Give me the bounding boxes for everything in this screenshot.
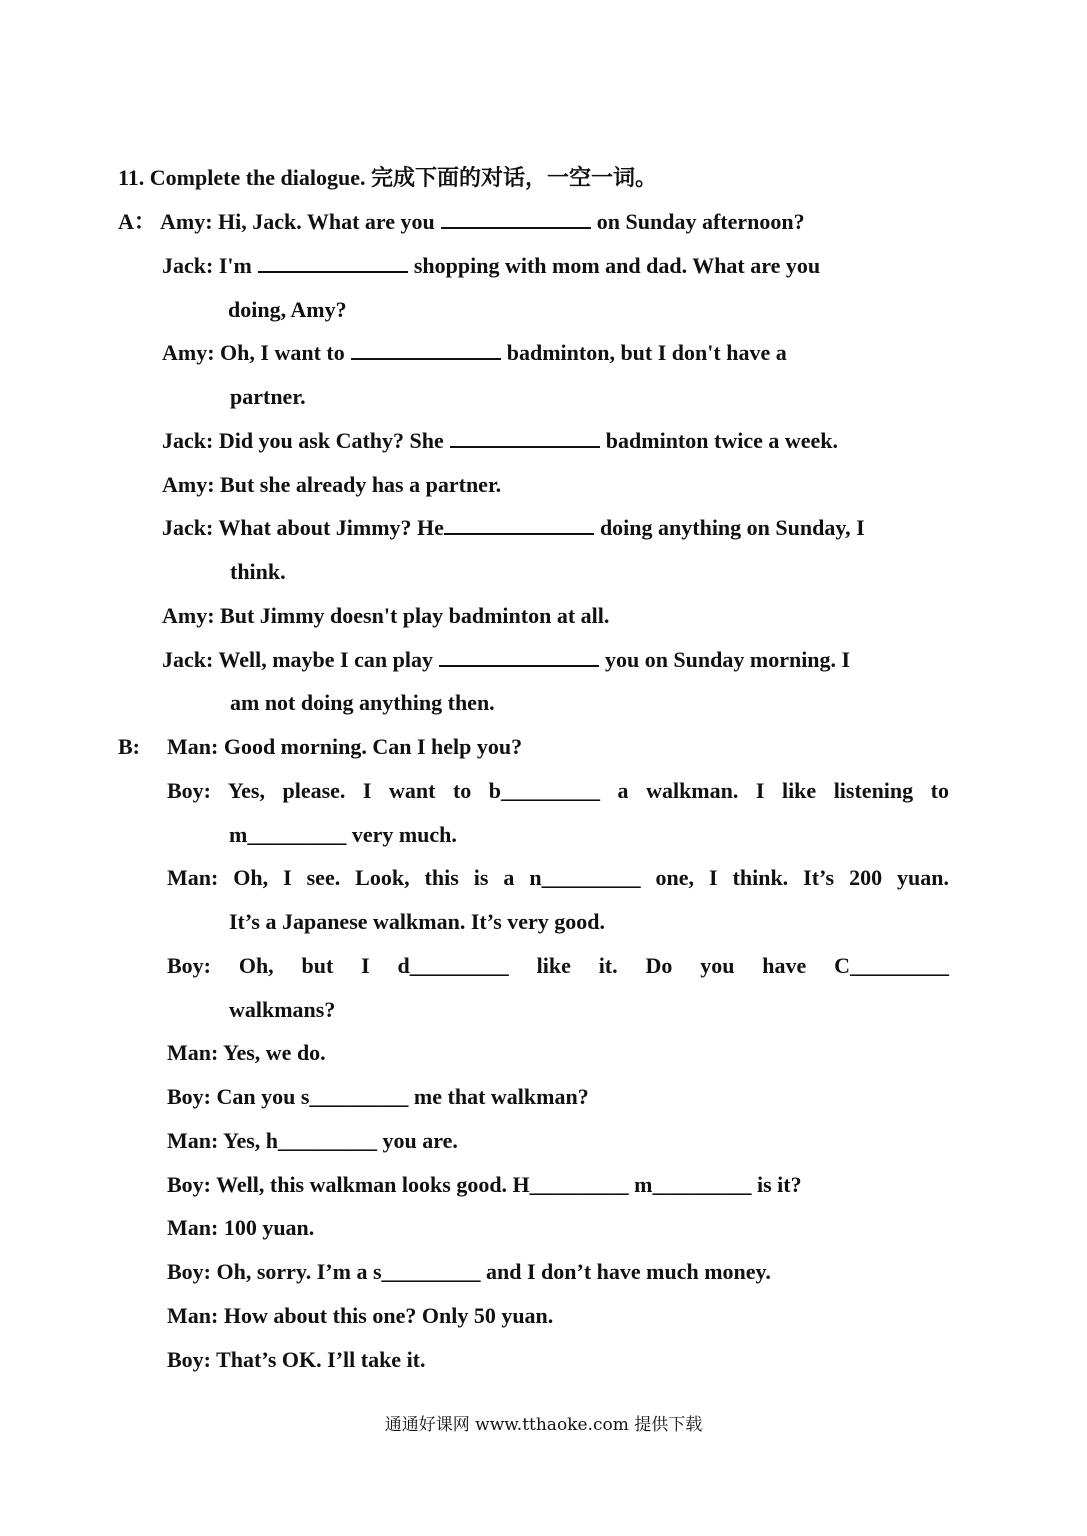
- dialogue-line: Amy: Oh, I want to badminton, but I don't have a: [162, 340, 787, 365]
- dialogue-line: m_________ very much.: [229, 822, 457, 847]
- dialogue-line: It’s a Japanese walkman. It’s very good.: [229, 909, 606, 934]
- dialogue-line: Amy: But she already has a partner.: [162, 472, 502, 497]
- answer-blank[interactable]: [258, 253, 408, 273]
- dialogue-line: Man: Good morning. Can I help you?: [167, 734, 523, 759]
- dialogue-line: Jack: Did you ask Cathy? She badminton twice a week.: [162, 428, 838, 453]
- section-b-label: B:: [118, 734, 140, 759]
- dialogue-line: Boy: Yes, please. I want to b_________ a walkman. I like listening to: [167, 778, 949, 803]
- page-footer: 通通好课网 www.tthaoke.com 提供下载: [384, 1415, 703, 1435]
- dialogue-line: Man: Oh, I see. Look, this is a n_________ one, I think. It’s 200 yuan.: [167, 865, 949, 890]
- answer-blank[interactable]: [439, 647, 599, 667]
- dialogue-line: Jack: Well, maybe I can play you on Sunday morning. I: [162, 647, 851, 672]
- dialogue-line: Man: Yes, h_________ you are.: [167, 1128, 458, 1153]
- dialogue-line: Boy: Can you s_________ me that walkman?: [167, 1084, 589, 1109]
- section-a-label: A：: [118, 209, 156, 234]
- dialogue-line: Amy: Hi, Jack. What are you on Sunday afternoon?: [160, 209, 805, 234]
- dialogue-line: doing, Amy?: [228, 297, 347, 322]
- dialogue-line: am not doing anything then.: [230, 690, 495, 715]
- dialogue-line: Boy: Well, this walkman looks good. H_________ m_________ is it?: [167, 1172, 802, 1197]
- dialogue-line: Boy: Oh, but I d_________ like it. Do you have C_________: [167, 953, 949, 978]
- answer-blank[interactable]: [450, 428, 600, 448]
- answer-blank[interactable]: [441, 209, 591, 229]
- dialogue-line: Man: Yes, we do.: [167, 1040, 326, 1065]
- dialogue-line: Man: 100 yuan.: [167, 1215, 315, 1240]
- answer-blank[interactable]: [444, 515, 594, 535]
- dialogue-line: Man: How about this one? Only 50 yuan.: [167, 1303, 554, 1328]
- exercise-title: 11. Complete the dialogue. 完成下面的对话，一空一词。: [118, 165, 657, 190]
- dialogue-line: walkmans?: [229, 997, 336, 1022]
- dialogue-line: Boy: Oh, sorry. I’m a s_________ and I don’t have much money.: [167, 1259, 771, 1284]
- answer-blank[interactable]: [351, 340, 501, 360]
- dialogue-line: partner.: [230, 384, 306, 409]
- dialogue-line: Boy: That’s OK. I’ll take it.: [167, 1347, 426, 1372]
- dialogue-line: Amy: But Jimmy doesn't play badminton at all.: [162, 603, 610, 628]
- dialogue-line: think.: [230, 559, 286, 584]
- dialogue-line: Jack: I'm shopping with mom and dad. What are you: [162, 253, 821, 278]
- dialogue-line: Jack: What about Jimmy? He doing anything on Sunday, I: [162, 515, 865, 540]
